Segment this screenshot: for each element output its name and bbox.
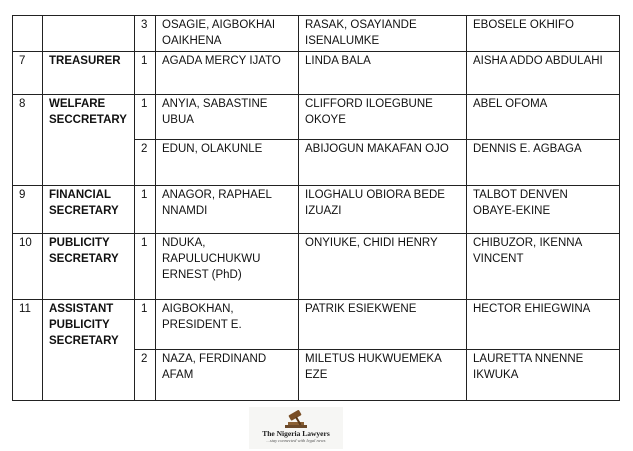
serial-number	[13, 16, 43, 52]
position-title: WELFARE SECCRETARY	[43, 95, 135, 186]
position-title: ASSISTANT PUBLICITY SECRETARY	[43, 300, 135, 401]
candidate-name: ABEL OFOMA	[467, 95, 620, 140]
candidate-name: AISHA ADDO ABDULAHI	[467, 52, 620, 95]
table-row	[13, 234, 620, 300]
position-title: PUBLICITY SECRETARY	[43, 234, 135, 300]
candidate-number: 1	[135, 186, 156, 234]
candidate-number: 3	[135, 16, 156, 52]
candidate-name: ANAGOR, RAPHAEL NNAMDI	[156, 186, 299, 234]
position-title	[43, 16, 135, 52]
gavel-icon	[281, 409, 311, 429]
serial-number: 11	[13, 300, 43, 401]
candidate-number: 1	[135, 300, 156, 350]
candidate-name: EBOSELE OKHIFO	[467, 16, 620, 52]
candidate-name: LAURETTA NNENNE IKWUKA	[467, 350, 620, 401]
serial-number: 7	[13, 52, 43, 95]
logo-tagline: ...stay connected with legal news	[266, 438, 326, 443]
candidate-name: ABIJOGUN MAKAFAN OJO	[299, 140, 467, 186]
table-row	[13, 95, 620, 140]
candidate-name: ANYIA, SABASTINE UBUA	[156, 95, 299, 140]
position-title: TREASURER	[43, 52, 135, 95]
serial-number: 8	[13, 95, 43, 186]
candidate-number: 2	[135, 140, 156, 186]
position-title: FINANCIAL SECRETARY	[43, 186, 135, 234]
election-candidates-table	[12, 15, 620, 401]
candidate-name: AIGBOKHAN, PRESIDENT E.	[156, 300, 299, 350]
table-row	[13, 16, 620, 52]
candidate-name: OSAGIE, AIGBOKHAI OAIKHENA	[156, 16, 299, 52]
candidate-name: AGADA MERCY IJATO	[156, 52, 299, 95]
candidate-name: NDUKA, RAPULUCHUKWU ERNEST (PhD)	[156, 234, 299, 300]
candidate-name: NAZA, FERDINAND AFAM	[156, 350, 299, 401]
candidate-name: ONYIUKE, CHIDI HENRY	[299, 234, 467, 300]
candidate-name: CHIBUZOR, IKENNA VINCENT	[467, 234, 620, 300]
logo-title: The Nigeria Lawyers	[262, 429, 330, 438]
the-nigeria-lawyers-logo	[249, 407, 343, 449]
candidate-name: DENNIS E. AGBAGA	[467, 140, 620, 186]
candidate-name: HECTOR EHIEGWINA	[467, 300, 620, 350]
candidate-number: 2	[135, 350, 156, 401]
candidate-name: ILOGHALU OBIORA BEDE IZUAZI	[299, 186, 467, 234]
table-row	[13, 186, 620, 234]
candidate-name: LINDA BALA	[299, 52, 467, 95]
table-row	[13, 52, 620, 95]
table-row	[13, 300, 620, 350]
candidate-name: CLIFFORD ILOEGBUNE OKOYE	[299, 95, 467, 140]
candidate-number: 1	[135, 95, 156, 140]
candidate-name: EDUN, OLAKUNLE	[156, 140, 299, 186]
candidate-name: PATRIK ESIEKWENE	[299, 300, 467, 350]
serial-number: 10	[13, 234, 43, 300]
candidate-name: TALBOT DENVEN OBAYE-EKINE	[467, 186, 620, 234]
candidate-name: RASAK, OSAYIANDE ISENALUMKE	[299, 16, 467, 52]
candidate-number: 1	[135, 234, 156, 300]
serial-number: 9	[13, 186, 43, 234]
candidate-name: MILETUS HUKWUEMEKA EZE	[299, 350, 467, 401]
candidate-number: 1	[135, 52, 156, 95]
